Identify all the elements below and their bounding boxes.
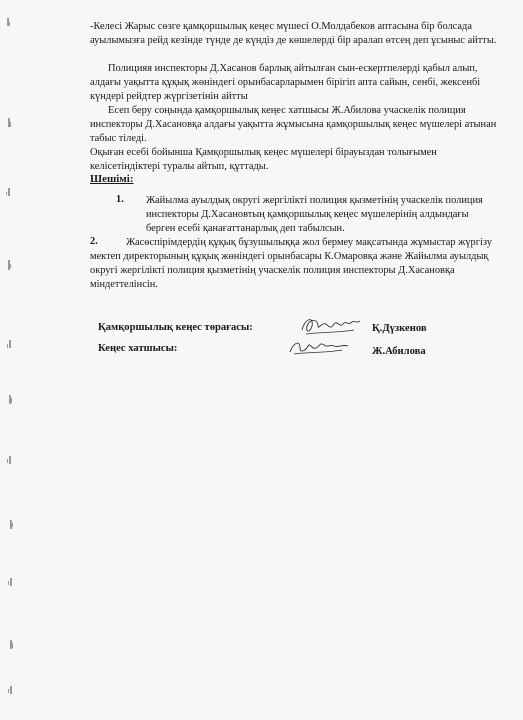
decision-heading: Шешімі: [90,173,134,185]
secretary-name: Ж.Абилова [372,346,426,357]
chair-label: Қамқоршылық кеңес төрағасы: [98,322,253,333]
chair-signature [296,312,366,338]
decision-1-number: 1. [116,194,124,205]
paragraph-3: Есеп беру соңында қамқоршылық кеңес хатшысы Ж.Абилова учаскелік полиция инспекторы Д.Хасановқа алдағы уақытта жұмысына қамқоршылық кеңес мүшелері атынан табыс тіледі. [90,105,497,144]
paragraph-1: -Келесі Жарыс сөзге қамқоршылық кеңес мүшесі О.Молдабеков аптасына бір болсада ауылымызға рейд кезінде түнде де күндіз де көшелерді бір аралап өтсең деп ұсыныс айтты. [90,21,497,46]
decision-1-text: Жайылма ауылдық округі жергілікті полиция қызметінің учаскелік полиция инспекторы Д.Хасановтың қамқоршылық кеңес мүшелерінің алдындағы берген есебі қанағаттанарлық деп табылсын. [146,195,483,234]
secretary-signature [286,336,352,358]
paragraph-4: Оқыған есебі бойынша Қамқоршылық кеңес мүшелері бірауыздан толығымен келісетіндіктері туралы айтып, құттады. [90,147,437,172]
secretary-label: Кеңес хатшысы: [98,343,178,354]
decision-2-text: Жасөспірімдердің құқық бұзушылыққа жол бермеу мақсатында жұмыстар жүргізу мектеп директорының құқық жөніндегі орынбасары К.Омаровқа және Жайылма ауылдық округі жергілікті полиция қызметінің учаскелік полиция инспекторы Д.Хасановқа міндеттелінсін. [90,237,492,290]
paragraph-2: Полицияя инспекторы Д.Хасанов барлық айтылған сын-ескертпелерді қабыл алып, алдағы уақытта құқық жөніндегі орынбасарларымен бірігіп апта сайын, сенбі, жексенбі күндері рейдтер жүргізетінін айтты [90,63,481,102]
chair-name: Қ.Дүзкенов [372,323,427,334]
scan-edge-marks [0,0,30,720]
decision-2-number: 2. [90,236,98,247]
